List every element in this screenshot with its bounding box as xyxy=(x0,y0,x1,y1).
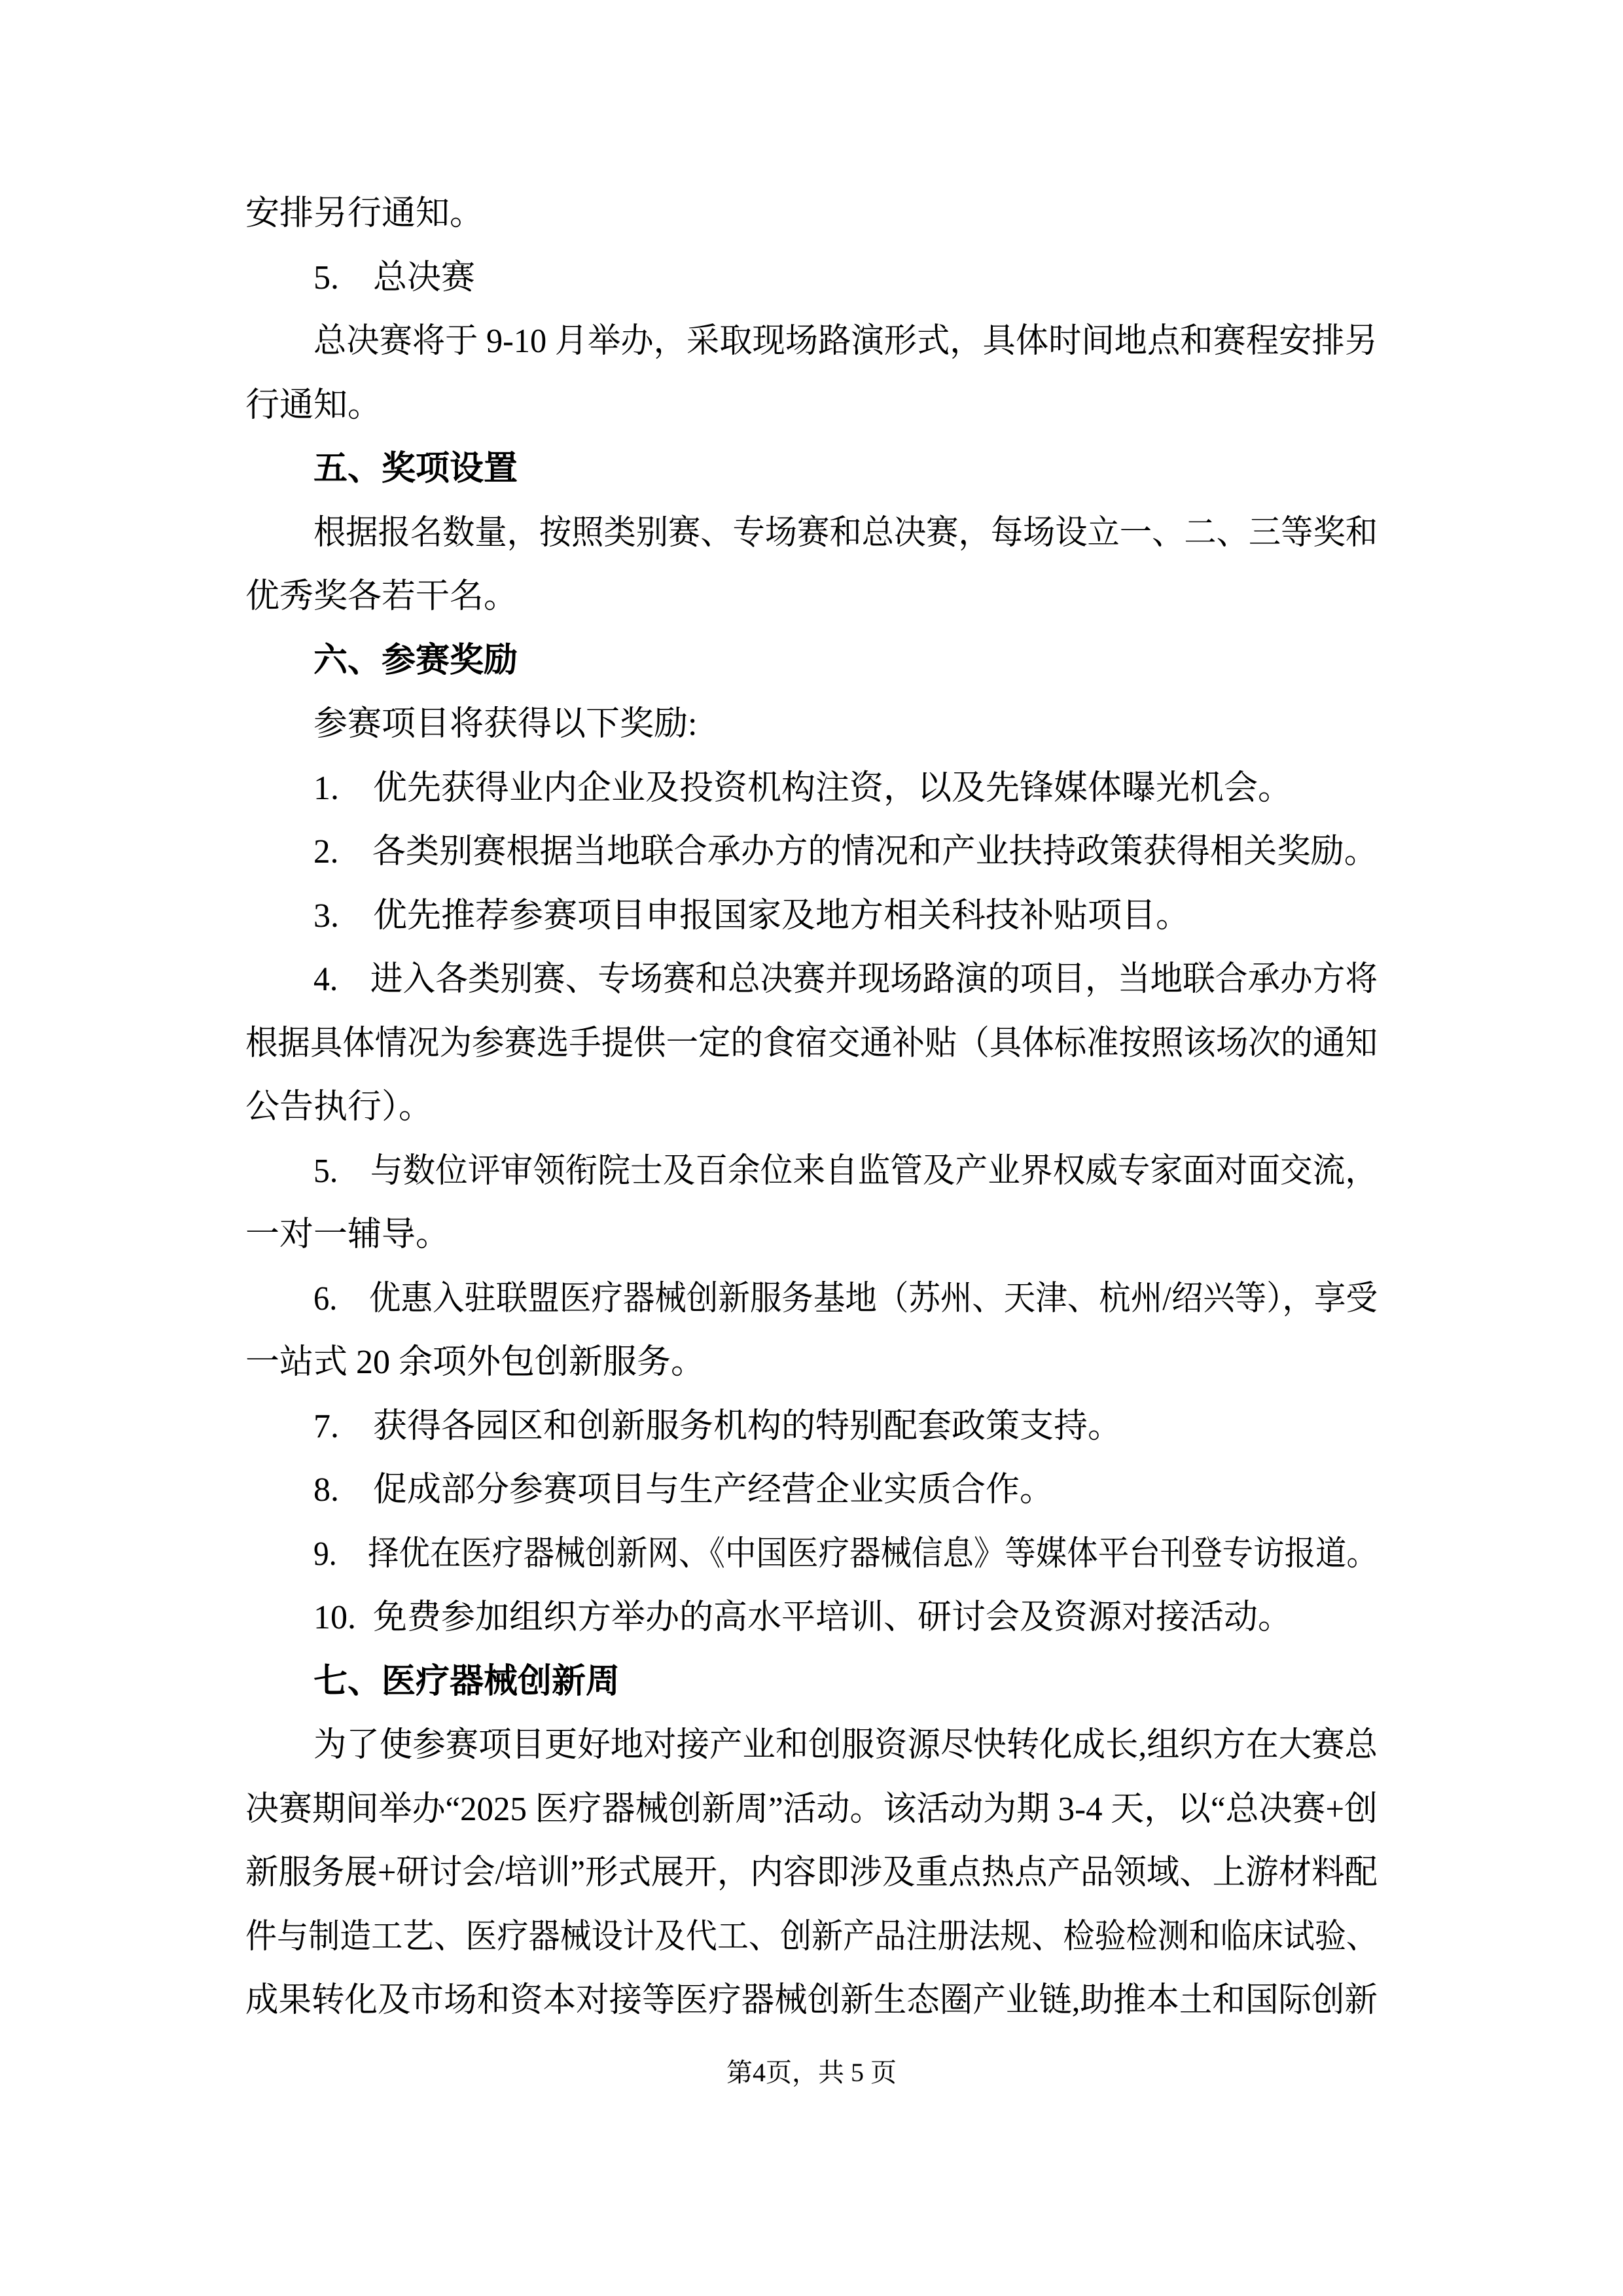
text-line xyxy=(245,1713,1378,1778)
text-line xyxy=(245,1458,1378,1522)
text-line xyxy=(245,501,1378,565)
line-text: 3. 优先推荐参赛项目申报国家及地方相关科技补贴项目。 xyxy=(313,897,1190,935)
line-text: 一站式 20 余项外包创新服务。 xyxy=(245,1344,705,1381)
page-number-text: 第4页，共 5 页 xyxy=(726,2058,897,2087)
text-line xyxy=(245,757,1378,821)
line-text: 七、医疗器械创新周 xyxy=(313,1662,620,1700)
line-text: 根据报名数量，按照类别赛、专场赛和总决赛，每场设立一、二、三等奖和 xyxy=(313,514,1378,552)
text-line xyxy=(245,692,1378,757)
text-line xyxy=(245,1522,1378,1587)
line-text: 2. 各类别赛根据当地联合承办方的情况和产业扶持政策获得相关奖励。 xyxy=(313,833,1378,870)
section-heading xyxy=(245,1650,1378,1714)
line-text: 4. 进入各类别赛、专场赛和总决赛并现场路演的项目，当地联合承办方将 xyxy=(313,961,1378,998)
line-text: 优秀奖各若干名。 xyxy=(245,578,518,615)
text-line xyxy=(245,1395,1378,1459)
line-text: 9. 择优在医疗器械创新网、《中国医疗器械信息》等媒体平台刊登专访报道。 xyxy=(313,1535,1378,1573)
text-line xyxy=(245,1778,1378,1842)
line-text: 1. 优先获得业内企业及投资机构注资，以及先锋媒体曝光机会。 xyxy=(313,769,1293,807)
document-body xyxy=(245,182,1378,2033)
text-line xyxy=(245,1841,1378,1905)
text-line xyxy=(245,1139,1378,1204)
line-text: 总决赛将于 9-10 月举办，采取现场路演形式，具体时间地点和赛程安排另 xyxy=(313,323,1378,360)
line-text: 新服务展+研讨会/培训”形式展开，内容即涉及重点热点产品领域、上游材料配 xyxy=(245,1854,1378,1892)
text-line xyxy=(245,884,1378,948)
line-text: 六、参赛奖励 xyxy=(313,641,518,679)
text-line xyxy=(245,1203,1378,1267)
line-text: 行通知。 xyxy=(245,386,382,424)
text-line xyxy=(245,1267,1378,1331)
line-text: 8. 促成部分参赛项目与生产经营企业实质合作。 xyxy=(313,1471,1054,1509)
line-text: 6. 优惠入驻联盟医疗器械创新服务基地（苏州、天津、杭州/绍兴等），享受 xyxy=(313,1280,1378,1318)
text-line xyxy=(245,565,1378,629)
line-text: 成果转化及市场和资本对接等医疗器械创新生态圈产业链,助推本土和国际创新 xyxy=(245,1982,1378,2019)
line-text: 根据具体情况为参赛选手提供一定的食宿交通补贴（具体标准按照该场次的通知 xyxy=(245,1024,1378,1062)
line-text: 5. 总决赛 xyxy=(313,259,476,296)
line-text: 安排另行通知。 xyxy=(245,195,484,232)
line-text: 参赛项目将获得以下奖励: xyxy=(313,706,698,743)
line-text: 5. 与数位评审领衔院士及百余位来自监管及产业界权威专家面对面交流， xyxy=(313,1152,1378,1190)
line-text: 7. 获得各园区和创新服务机构的特别配套政策支持。 xyxy=(313,1407,1122,1445)
text-line xyxy=(245,1969,1378,2033)
text-line xyxy=(245,1905,1378,1969)
line-text: 决赛期间举办“2025 医疗器械创新周”活动。该活动为期 3-4 天，以“总决赛+创 xyxy=(245,1790,1378,1828)
text-line xyxy=(245,374,1378,438)
text-line xyxy=(245,182,1378,246)
line-text: 10. 免费参加组织方举办的高水平培训、研讨会及资源对接活动。 xyxy=(313,1599,1293,1636)
text-line xyxy=(245,948,1378,1012)
text-line xyxy=(245,1075,1378,1139)
line-text: 一对一辅导。 xyxy=(245,1216,450,1253)
text-line xyxy=(245,820,1378,884)
section-heading xyxy=(245,629,1378,693)
line-text: 为了使参赛项目更好地对接产业和创服资源尽快转化成长,组织方在大赛总 xyxy=(313,1727,1378,1764)
text-line xyxy=(245,1331,1378,1395)
line-text: 件与制造工艺、医疗器械设计及代工、创新产品注册法规、检验检测和临床试验、 xyxy=(245,1918,1378,1956)
text-line xyxy=(245,310,1378,374)
text-line xyxy=(245,1012,1378,1076)
line-text: 公告执行）。 xyxy=(245,1088,433,1126)
line-text: 五、奖项设置 xyxy=(313,450,518,488)
text-line xyxy=(245,246,1378,310)
page-footer xyxy=(0,2055,1623,2090)
text-line xyxy=(245,1586,1378,1650)
section-heading xyxy=(245,437,1378,501)
